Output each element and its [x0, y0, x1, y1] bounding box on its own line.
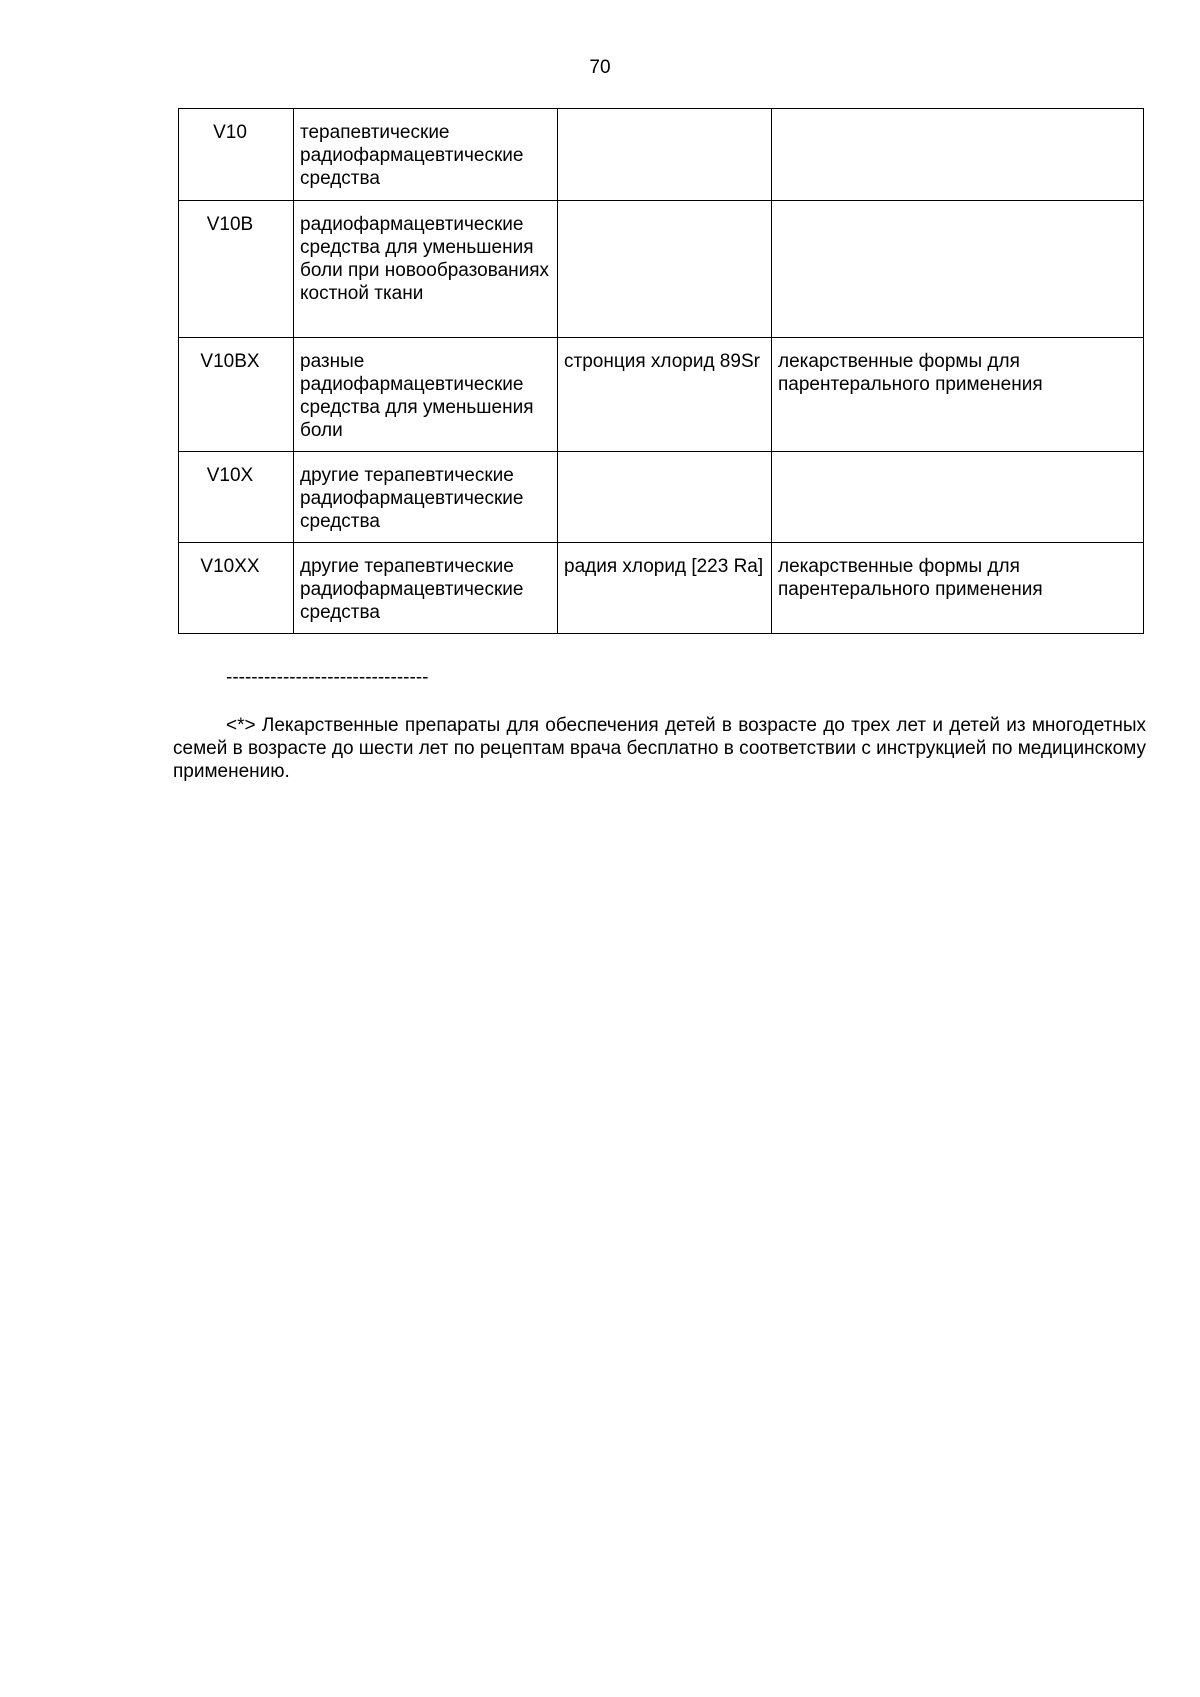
group-cell: радиофармацевтические средства для уменьшения боли при новообразованиях костной ткани [294, 201, 558, 338]
substance-cell [558, 109, 772, 201]
dosage-forms-cell [772, 201, 1144, 338]
table-row [179, 201, 1144, 338]
group-cell: другие терапевтические радиофармацевтические средства [294, 452, 558, 543]
table-row [179, 452, 1144, 543]
substance-cell: радия хлорид [223 Ra] [558, 543, 772, 634]
atc-code-cell: V10B [179, 201, 294, 338]
table-row [179, 109, 1144, 201]
atc-code-cell: V10X [179, 452, 294, 543]
atc-code-cell: V10BX [179, 338, 294, 452]
dosage-forms-cell [772, 109, 1144, 201]
substance-cell [558, 452, 772, 543]
group-cell: разные радиофармацевтические средства для уменьшения боли [294, 338, 558, 452]
table-row [179, 543, 1144, 634]
atc-code-cell: V10XX [179, 543, 294, 634]
page-number: 70 [589, 57, 611, 78]
substance-cell: стронция хлорид 89Sr [558, 338, 772, 452]
dosage-forms-cell [772, 452, 1144, 543]
table-row [179, 338, 1144, 452]
footnote-separator: -------------------------------- [226, 667, 429, 688]
footnote-text: <*> Лекарственные препараты для обеспечения детей в возрасте до трех лет и детей из многодетных семей в возрасте до шести лет по рецептам врача бесплатно в соответствии с инструкцией по медицинскому применению. [173, 715, 1146, 782]
dosage-forms-cell: лекарственные формы для парентерального применения [772, 338, 1144, 452]
drug-list-table [178, 108, 1144, 634]
dosage-forms-cell: лекарственные формы для парентерального применения [772, 543, 1144, 634]
group-cell: другие терапевтические радиофармацевтические средства [294, 543, 558, 634]
atc-code-cell: V10 [179, 109, 294, 201]
substance-cell [558, 201, 772, 338]
group-cell: терапевтические радиофармацевтические средства [294, 109, 558, 201]
